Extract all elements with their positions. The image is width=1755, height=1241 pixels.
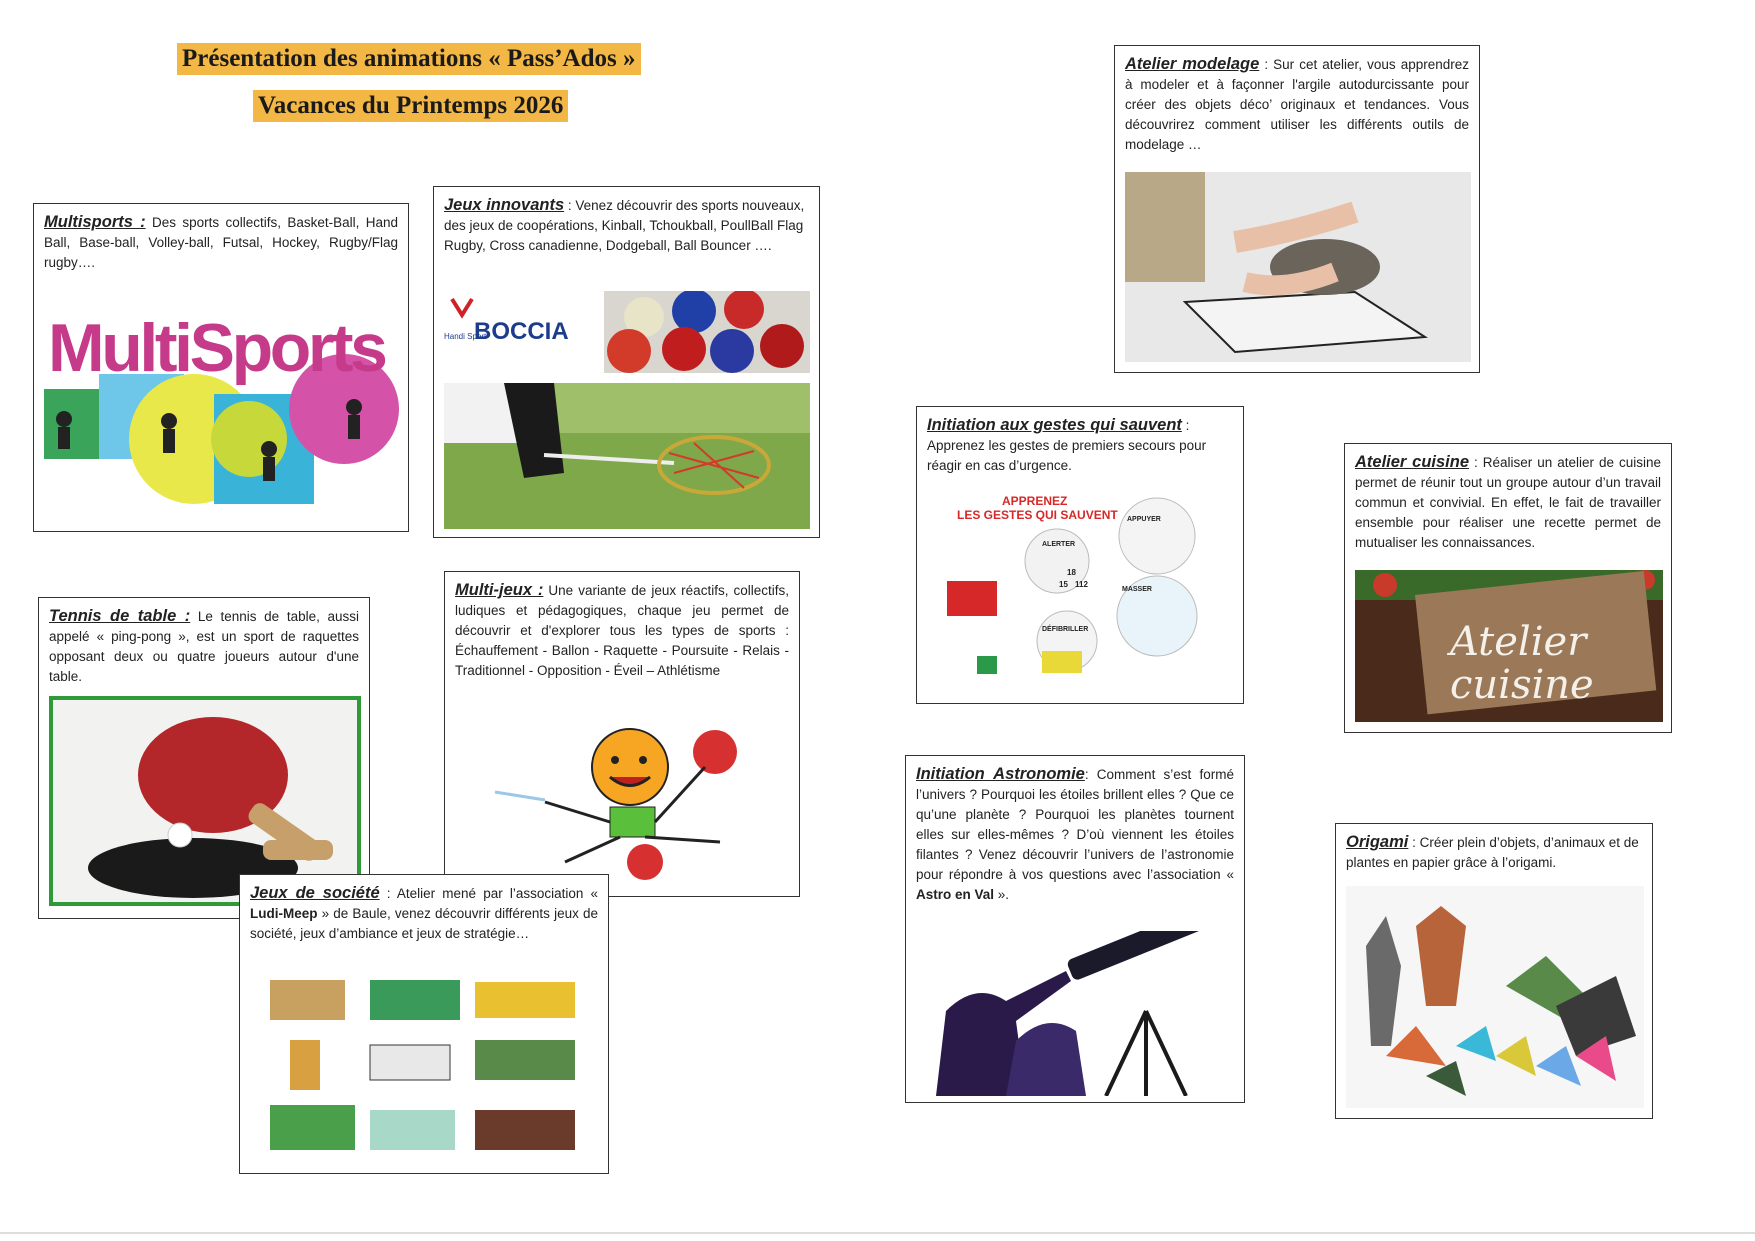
astronomy-image — [916, 931, 1236, 1096]
societe-description: Jeux de société : Atelier mené par l’association « Ludi-Meep » de Baule, venez découvrir différents jeux de société, jeux d’ambiance et jeux de stratégie… — [250, 884, 598, 941]
modelage-heading: Atelier modelage — [1125, 55, 1260, 73]
modelage-description: Atelier modelage : Sur cet atelier, vous apprendrez à modeler et à façonner l'argile autodurcissante pour créer des objets déco’ originaux et tendances. Vous découvrirez comment utiliser les différents outils de modelage … — [1125, 55, 1469, 152]
page-subtitle: Vacances du Printemps 2026 — [253, 90, 568, 122]
card-gestes — [916, 406, 1244, 704]
poster-number-18: 18 — [1067, 568, 1076, 577]
boccia-logo-text: BOCCIA — [474, 318, 569, 345]
jeux-innovants-description: Jeux innovants : Venez découvrir des sports nouveaux, des jeux de coopérations, Kinball, Tchoukball, PoullBall Flag Rugby, Cross canadienne, Dodgeball, Ball Bouncer …. — [444, 196, 805, 253]
astronomie-description: Initiation Astronomie: Comment s’est formé l’univers ? Pourquoi les étoiles brillent elles ? Que ce qu’une planète ? Pourquoi les planètes tournent elles sur elles-mêmes ? D’où viennent les étoiles filantes ? Venez découvrir l’univers de l’astronomie pour répondre à vos questions avec l’association « Astro en Val ». — [916, 765, 1234, 902]
cuisine-board-image — [1355, 570, 1663, 722]
poster-title-1: APPRENEZ — [1002, 494, 1068, 508]
card-multisports — [33, 203, 409, 532]
card-tennis — [38, 597, 370, 919]
card-jeux-societe — [239, 874, 609, 1174]
gestes-description: Initiation aux gestes qui sauvent : Apprenez les gestes de premiers secours pour réagir en cas d’urgence. — [927, 416, 1207, 473]
poster-label-alerter: ALERTER — [1042, 541, 1076, 548]
page-bottom-border — [0, 1232, 1755, 1234]
card-cuisine — [1344, 443, 1672, 733]
card-multijeux — [444, 571, 800, 897]
cuisine-description: Atelier cuisine : Réaliser un atelier de cuisine permet de réunir tout un groupe autour d’un travail commun et convivial. En effet, le fait de travailler ensemble pour réaliser une recette permet de mutualiser les connaissances. — [1355, 453, 1661, 550]
card-jeux-innovants — [433, 186, 820, 538]
lacrosse-image — [444, 383, 810, 529]
societe-heading: Jeux de société — [250, 884, 380, 902]
boccia-image — [444, 291, 810, 373]
jeux-innovants-heading: Jeux innovants — [444, 196, 565, 214]
cuisine-board-line-2: cuisine — [1450, 662, 1594, 708]
page-title: Présentation des animations « Pass’Ados » — [177, 43, 641, 75]
modelage-image — [1125, 172, 1471, 362]
handisport-logo-text: Handi Sport — [444, 332, 487, 341]
cuisine-board-line-1: Atelier — [1450, 619, 1587, 665]
tennis-description: Tennis de table : Le tennis de table, aussi appelé « ping-pong », est un sport de raquettes opposant deux ou quatre joueurs autour d'une table. — [49, 607, 359, 684]
origami-heading: Origami — [1346, 833, 1409, 851]
multisports-heading: Multisports : — [44, 213, 146, 231]
gestes-heading: Initiation aux gestes qui sauvent — [927, 416, 1182, 434]
poster-number-112: 112 — [1075, 580, 1088, 589]
poster-label-appuyer: APPUYER — [1127, 516, 1161, 523]
poster-label-masser: MASSER — [1122, 586, 1152, 593]
multijeux-cartoon-image — [475, 722, 775, 887]
origami-image — [1346, 886, 1644, 1108]
multijeux-heading: Multi-jeux : — [455, 581, 544, 599]
origami-description: Origami : Créer plein d’objets, d’animaux et de plantes en papier grâce à l’origami. — [1346, 833, 1639, 870]
cuisine-heading: Atelier cuisine — [1355, 453, 1470, 471]
poster-label-defibriller: DÉFIBRILLER — [1042, 626, 1089, 633]
astronomie-heading: Initiation Astronomie — [916, 765, 1085, 783]
tennis-heading: Tennis de table : — [49, 607, 191, 625]
multisports-description: Multisports : Des sports collectifs, Basket-Ball, Hand Ball, Base-ball, Volley-ball, Futsal, Hockey, Rugby/Flag rugby…. — [44, 213, 398, 270]
multisports-logo-image — [44, 299, 400, 519]
poster-title-2: LES GESTES QUI SAUVENT — [957, 508, 1118, 522]
card-modelage — [1114, 45, 1480, 373]
multijeux-description: Multi-jeux : Une variante de jeux réactifs, collectifs, ludiques et pédagogiques, chaque jeu permet de découvrir et d'explorer tous les types de sports : Échauffement - Ballon - Raquette - Poursuite - Relais - Traditionnel - Opposition - Éveil – Athlétisme — [455, 581, 790, 678]
multisports-logo-text: MultiSports — [48, 310, 388, 386]
card-astronomie — [905, 755, 1245, 1103]
card-origami — [1335, 823, 1653, 1119]
board-games-image — [260, 970, 590, 1160]
gestes-poster-image — [947, 491, 1227, 691]
poster-number-15: 15 — [1059, 580, 1068, 589]
